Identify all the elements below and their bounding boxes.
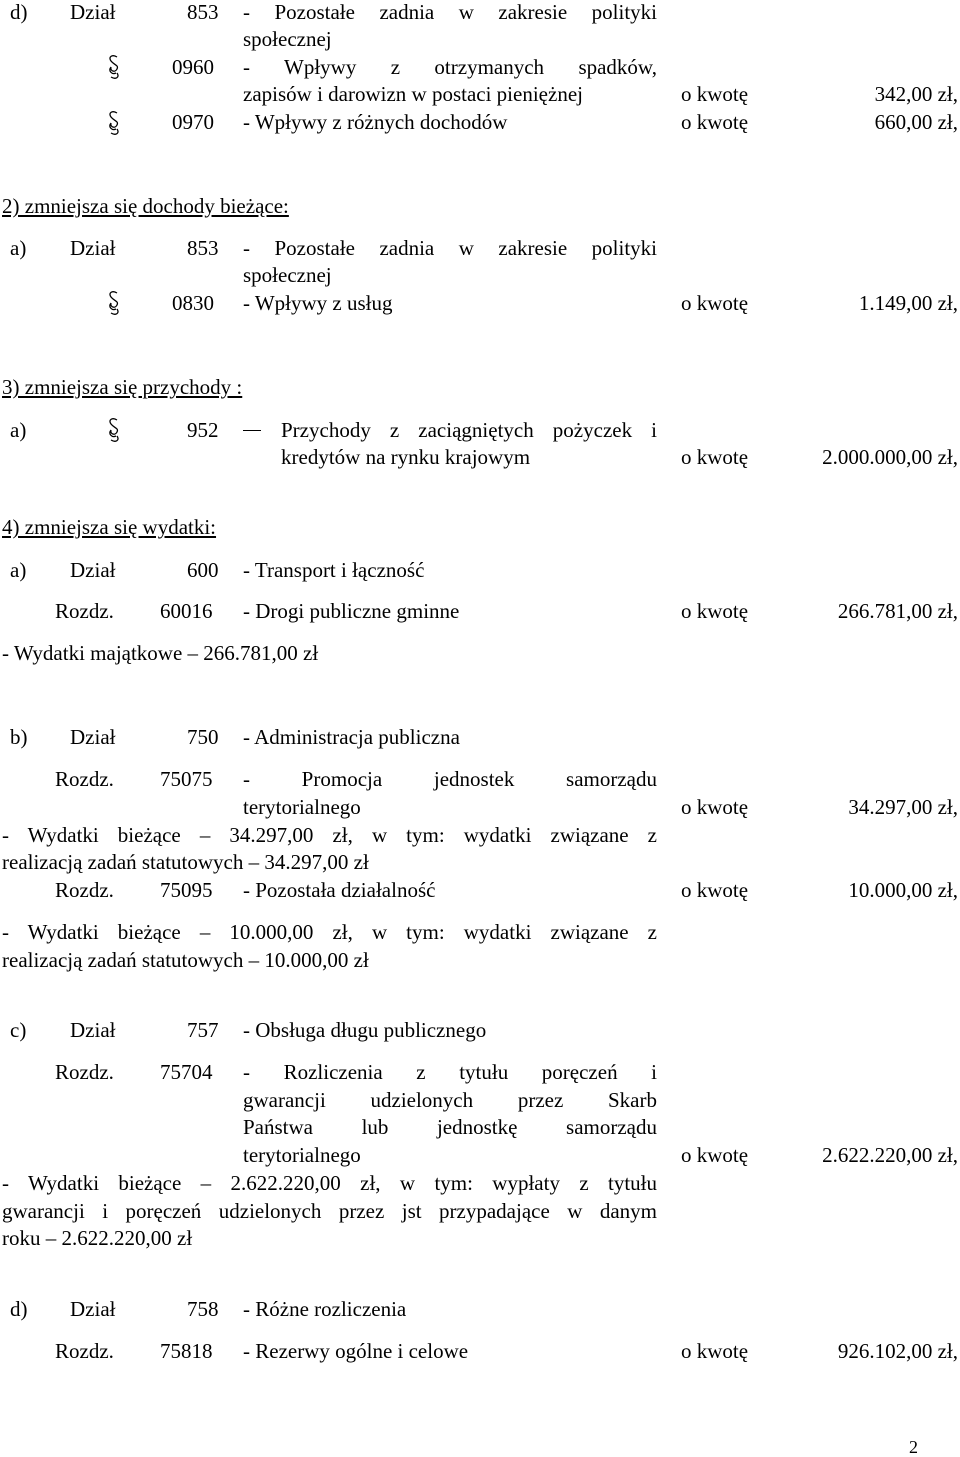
o-kwote-label: o kwotę (681, 1339, 749, 1363)
amount: 2.622.220,00 zł, (822, 1143, 958, 1167)
amount: 660,00 zł, (874, 110, 958, 134)
section-heading: 3) zmniejsza się przychody : (2, 375, 243, 399)
expense-note: - Wydatki bieżące – 2.622.220,00 zł, w tym: wypłaty z tytułu (2, 1171, 657, 1195)
item-label: c) (10, 1018, 27, 1042)
paragraph-description: - Wpływy z otrzymanych spadków, (243, 55, 657, 79)
paragraph-code: 0970 (172, 110, 214, 134)
section-heading: 2) zmniejsza się dochody bieżące: (2, 194, 289, 218)
dzial-number: 758 (187, 1297, 219, 1321)
rozdz-description: - Promocja jednostek samorządu (243, 767, 657, 791)
amount: 2.000.000,00 zł, (822, 445, 958, 469)
item-label: b) (10, 725, 28, 749)
amount: 34.297,00 zł, (848, 795, 958, 819)
o-kwote-label: o kwotę (681, 599, 749, 623)
dzial-label: Dział (70, 236, 116, 260)
rozdz-label: Rozdz. (55, 599, 114, 623)
expense-note: - Wydatki majątkowe – 266.781,00 zł (2, 641, 319, 665)
dzial-label: Dział (70, 558, 116, 582)
amount: 1.149,00 zł, (858, 291, 958, 315)
paragraph-description-cont: zapisów i darowizn w postaci pieniężnej (243, 82, 583, 106)
item-label: a) (10, 558, 27, 582)
paragraph-description-cont: kredytów na rynku krajowym (281, 445, 531, 469)
rozdz-number: 60016 (160, 599, 213, 623)
item-label: d) (10, 0, 28, 24)
dzial-label: Dział (70, 1018, 116, 1042)
dzial-description-cont: społecznej (243, 27, 332, 51)
dzial-number: 750 (187, 725, 219, 749)
section-heading: 4) zmniejsza się wydatki: (2, 515, 217, 539)
expense-note: - Wydatki bieżące – 34.297,00 zł, w tym: wydatki związane z (2, 823, 657, 847)
rozdz-description-cont: terytorialnego (243, 795, 361, 819)
paragraph-code: 0830 (172, 291, 214, 315)
item-label: a) (10, 418, 27, 442)
dzial-label: Dział (70, 1297, 116, 1321)
paragraph-sign-icon (107, 290, 121, 316)
dzial-number: 600 (187, 558, 219, 582)
dash-separator (243, 430, 261, 431)
paragraph-code: 0960 (172, 55, 214, 79)
dzial-description: - Różne rozliczenia (243, 1297, 407, 1321)
paragraph-sign-icon (107, 54, 121, 80)
o-kwote-label: o kwotę (681, 878, 749, 902)
paragraph-description: Przychody z zaciągniętych pożyczek i (281, 418, 657, 442)
dzial-description: - Pozostałe zadnia w zakresie polityki (243, 0, 657, 24)
amount: 10.000,00 zł, (848, 878, 958, 902)
o-kwote-label: o kwotę (681, 445, 749, 469)
paragraph-sign-icon (107, 417, 121, 443)
expense-note-cont: gwarancji i poręczeń udzielonych przez jst przypadające w danym (2, 1199, 657, 1223)
rozdz-number: 75075 (160, 767, 213, 791)
o-kwote-label: o kwotę (681, 291, 749, 315)
dzial-label: Dział (70, 725, 116, 749)
rozdz-label: Rozdz. (55, 1060, 114, 1084)
dzial-number: 853 (187, 236, 219, 260)
rozdz-description-cont: Państwa lub jednostkę samorządu (243, 1115, 657, 1139)
dzial-description: - Pozostałe zadnia w zakresie polityki (243, 236, 657, 260)
rozdz-number: 75818 (160, 1339, 213, 1363)
rozdz-label: Rozdz. (55, 767, 114, 791)
paragraph-sign-icon (107, 110, 121, 136)
rozdz-description: - Pozostała działalność (243, 878, 436, 902)
o-kwote-label: o kwotę (681, 82, 749, 106)
dzial-description: - Transport i łączność (243, 558, 425, 582)
amount: 266.781,00 zł, (837, 599, 958, 623)
rozdz-label: Rozdz. (55, 878, 114, 902)
rozdz-description: - Rozliczenia z tytułu poręczeń i (243, 1060, 657, 1084)
paragraph-description: - Wpływy z różnych dochodów (243, 110, 508, 134)
dzial-description: - Obsługa długu publicznego (243, 1018, 487, 1042)
dzial-number: 853 (187, 0, 219, 24)
dzial-number: 757 (187, 1018, 219, 1042)
o-kwote-label: o kwotę (681, 795, 749, 819)
item-label: a) (10, 236, 27, 260)
dzial-description-cont: społecznej (243, 263, 332, 287)
rozdz-description: - Drogi publiczne gminne (243, 599, 460, 623)
page-number: 2 (909, 1437, 918, 1457)
item-label: d) (10, 1297, 28, 1321)
expense-note-cont: realizacją zadań statutowych – 10.000,00 zł (2, 948, 369, 972)
dzial-description: - Administracja publiczna (243, 725, 460, 749)
rozdz-label: Rozdz. (55, 1339, 114, 1363)
rozdz-description-cont: terytorialnego (243, 1143, 361, 1167)
expense-note-cont: roku – 2.622.220,00 zł (2, 1226, 193, 1250)
rozdz-description-cont: gwarancji udzielonych przez Skarb (243, 1088, 657, 1112)
dzial-label: Dział (70, 0, 116, 24)
expense-note-cont: realizacją zadań statutowych – 34.297,00 zł (2, 850, 369, 874)
rozdz-number: 75095 (160, 878, 213, 902)
rozdz-number: 75704 (160, 1060, 213, 1084)
paragraph-code: 952 (187, 418, 219, 442)
rozdz-description: - Rezerwy ogólne i celowe (243, 1339, 469, 1363)
paragraph-description: - Wpływy z usług (243, 291, 393, 315)
expense-note: - Wydatki bieżące – 10.000,00 zł, w tym: wydatki związane z (2, 920, 657, 944)
o-kwote-label: o kwotę (681, 1143, 749, 1167)
amount: 926.102,00 zł, (837, 1339, 958, 1363)
o-kwote-label: o kwotę (681, 110, 749, 134)
amount: 342,00 zł, (874, 82, 958, 106)
